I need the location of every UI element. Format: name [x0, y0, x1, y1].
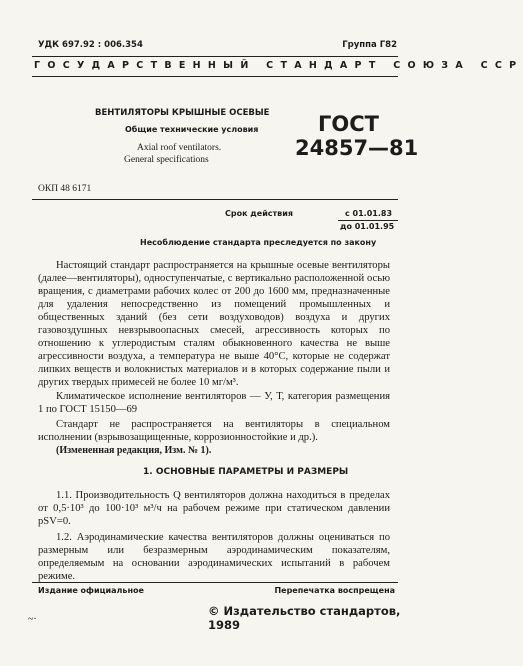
- legal-notice: Несоблюдение стандарта преследуется по закону: [140, 238, 377, 247]
- okp-rule: [32, 199, 398, 200]
- validity-to: до 01.01.95: [340, 222, 395, 231]
- validity-label: Срок действия: [225, 209, 293, 218]
- official-edition: Издание официальное: [38, 586, 144, 595]
- standard-subtitle: Общие технические условия: [125, 125, 259, 134]
- validity-underline: [338, 220, 398, 221]
- reprint-notice: Перепечатка воспрещена: [274, 586, 395, 595]
- paragraph-1-1: 1.1. Производительность Q вентиляторов должна находиться в пределах от 0,5·10³ до 100·10³ м³/ч на рабочем режиме при статическом давлении pSV=0.: [38, 490, 390, 527]
- intro-paragraph: Настоящий стандарт распространяется на крышные осевые вентиляторы (далее—вентиляторы), одноступенчатые, с вертикально расположенной осью вращения, с диаметрами рабочих колес от 200 до 1600 мм, предназначенные для удаления непосредственно из помещений промышленных и общественных зданий (без сети воздуховодов) воздуха и других газовоздушных невзрывоопасных смесей, агрессивность которых по отношению к углеродистым сталям обыкновенного качества не выше агрессивности воздуха, а температура не выше 40°С, которые не содержат липких веществ и волокнистых материалов и в которых содержание пыли и других твердых примесей не более 10 мг/м³.: [38, 260, 390, 388]
- validity-from: с 01.01.83: [345, 209, 393, 218]
- okp-code: ОКП 48 6171: [38, 184, 92, 194]
- standard-title: ВЕНТИЛЯТОРЫ КРЫШНЫЕ ОСЕВЫЕ: [95, 108, 270, 118]
- english-subtitle: General specifications: [124, 155, 209, 165]
- gosstandart-banner: ГОСУДАРСТВЕННЫЙ СТАНДАРТ СОЮЗА ССР: [34, 60, 523, 71]
- edition-note: (Измененная редакция, Изм. № 1).: [56, 445, 212, 456]
- group-code: Группа Г82: [342, 40, 397, 50]
- banner-rule: [32, 76, 398, 77]
- gost-label: ГОСТ: [318, 112, 379, 136]
- footer-rule: [32, 582, 398, 583]
- english-title: Axial roof ventilators.: [137, 143, 222, 153]
- udk-code: УДК 697.92 : 006.354: [38, 40, 143, 50]
- copyright-line: © Издательство стандартов, 1989: [208, 604, 401, 632]
- climatic-paragraph: Климатическое исполнение вентиляторов — У, Т, категория размещения 1 по ГОСТ 15150—69: [38, 391, 390, 415]
- section-heading: 1. ОСНОВНЫЕ ПАРАМЕТРЫ И РАЗМЕРЫ: [143, 467, 349, 477]
- paragraph-1-2: 1.2. Аэродинамические качества вентиляторов должны оцениваться по размерным или безразмерным аэродинамическим показателям, определяемым на основании аэродинамических испытаний в рабочем режиме.: [38, 532, 390, 582]
- top-rule: [32, 56, 398, 57]
- gost-number: 24857—81: [295, 136, 419, 160]
- ink-mark-icon: ~·: [28, 614, 37, 625]
- scope-paragraph: Стандарт не распространяется на вентиляторы в специальном исполнении (взрывозащищенные, коррозионностойкие и др.).: [38, 419, 390, 443]
